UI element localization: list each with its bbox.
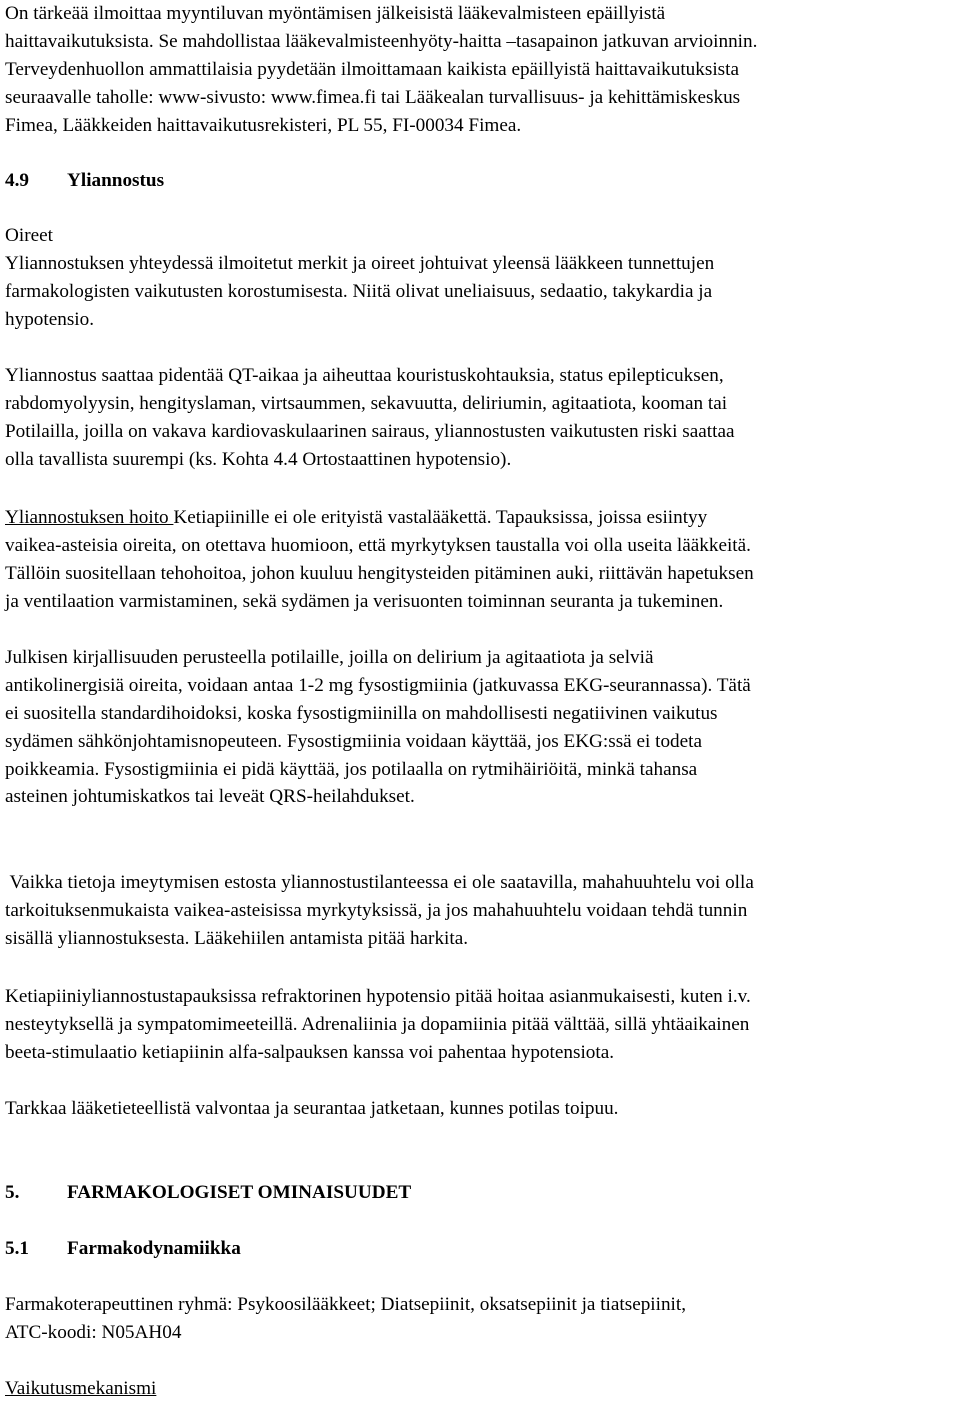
- text-line: ja ventilaation varmistaminen, sekä sydämen ja verisuonten toiminnan seuranta ja tukeminen.: [5, 590, 724, 612]
- subheading-yliannostuksen-hoito: Yliannostuksen hoito: [5, 507, 174, 528]
- text-line: Fimea, Lääkkeiden haittavaikutusrekisteri, PL 55, FI-00034 Fimea.: [5, 114, 522, 136]
- section-number: 5.1: [5, 1238, 29, 1259]
- text-line: ei suositella standardihoidoksi, koska fysostigmiinilla on mahdollisesti negatiivinen vaikutus: [5, 702, 718, 724]
- text-line: Yliannostus saattaa pidentää QT-aikaa ja aiheuttaa kouristuskohtauksia, status epilepticuksen,: [5, 365, 724, 386]
- text-line: olla tavallista suurempi (ks. Kohta 4.4 Ortostaattinen hypotensio).: [5, 448, 512, 470]
- text-line: Tällöin suositellaan tehohoitoa, johon kuuluu hengitysteiden pitäminen auki, riittävän hapetuksen: [5, 562, 754, 584]
- subheading-vaikutusmekanismi-block: [5, 1375, 957, 1403]
- text-line: Terveydenhuollon ammattilaisia pyydetään ilmoittamaan kaikista epäillyistä haittavaikutuksista: [5, 58, 739, 80]
- section-title: Yliannostus: [67, 170, 165, 191]
- text-line: Farmakoterapeuttinen ryhmä: Psykoosilääkkeet; Diatsepiinit, oksatsepiinit ja tiatsepiinit,: [5, 1294, 687, 1315]
- paragraph-gastric-lavage: [5, 869, 957, 953]
- text-line: nesteytyksellä ja sympatomimeeteillä. Adrenaliinia ja dopamiinia pitää välttää, sillä yhtäaikainen: [5, 1013, 750, 1035]
- paragraph-qt-prolongation: [5, 362, 957, 474]
- subheading-oireet: Oireet: [5, 225, 53, 246]
- section-number: 4.9: [5, 170, 29, 191]
- text-line: Julkisen kirjallisuuden perusteella potilaille, joilla on delirium ja agitaatiota ja selviä: [5, 647, 654, 668]
- paragraph-overdose-treatment: [5, 504, 957, 616]
- text-run: Ketiapiinille ei ole erityistä vastalääkettä. Tapauksissa, joissa esiintyy: [173, 507, 708, 528]
- text-line: vaikea-asteisia oireita, on otettava huomioon, että myrkytyksen taustalla voi olla useita lääkkeitä.: [5, 534, 751, 556]
- text-line: Tarkkaa lääketieteellistä valvontaa ja seurantaa jatketaan, kunnes potilas toipuu.: [5, 1098, 619, 1119]
- text-line: Yliannostuksen yhteydessä ilmoitetut merkit ja oireet johtuivat yleensä lääkkeen tunnettujen: [5, 252, 715, 274]
- text-line: antikolinergisiä oireita, voidaan antaa 1-2 mg fysostigmiinia (jatkuvassa EKG-seurannassa). Tätä: [5, 674, 751, 696]
- text-line: rabdomyolyysin, hengityslaman, virtsaummen, sekavuutta, deliriumin, agitaatiota, kooman tai: [5, 392, 728, 414]
- text-line: farmakologisten vaikutusten korostumisesta. Niitä olivat uneliaisuus, sedaatio, takykardia ja: [5, 280, 713, 302]
- paragraph-reporting: [5, 0, 957, 139]
- section-title: FARMAKOLOGISET OMINAISUUDET: [67, 1182, 412, 1203]
- section-title: Farmakodynamiikka: [67, 1238, 241, 1259]
- section-heading-4-9: [5, 167, 957, 195]
- section-number: 5.: [5, 1182, 20, 1203]
- paragraph-atc: [5, 1291, 957, 1347]
- text-line: ATC-koodi: N05AH04: [5, 1321, 182, 1343]
- paragraph-monitoring: [5, 1095, 957, 1123]
- text-line: Vaikka tietoja imeytymisen estosta yliannostustilanteessa ei ole saatavilla, mahahuuhtelu voi olla: [5, 872, 754, 893]
- text-line: tarkoituksenmukaista vaikea-asteisissa myrkytyksissä, ja jos mahahuuhtelu voidaan tehdä tunnin: [5, 899, 748, 921]
- text-line: sydämen sähkönjohtamisnopeuteen. Fysostigmiinia voidaan käyttää, jos EKG:ssä ei todeta: [5, 730, 703, 752]
- text-line: asteinen johtumiskatkos tai leveät QRS-heilahdukset.: [5, 786, 415, 808]
- subheading-vaikutusmekanismi: Vaikutusmekanismi: [5, 1378, 157, 1399]
- paragraph-physostigmine: [5, 644, 957, 811]
- text-line: sisällä yliannostuksesta. Lääkehiilen antamista pitää harkita.: [5, 927, 469, 949]
- text-line: poikkeamia. Fysostigmiinia ei pidä käyttää, jos potilaalla on rytmihäiriöitä, minkä tahansa: [5, 758, 698, 780]
- text-line: haittavaikutuksista. Se mahdollistaa lääkevalmisteenhyöty-haitta –tasapainon jatkuvan arvioinnin.: [5, 30, 758, 52]
- text-line: beeta-stimulaatio ketiapiinin alfa-salpauksen kanssa voi pahentaa hypotensiota.: [5, 1041, 615, 1063]
- text-line: Potilailla, joilla on vakava kardiovaskulaarinen sairaus, yliannostusten vaikutusten riski saattaa: [5, 420, 735, 442]
- paragraph-symptoms: [5, 222, 957, 334]
- text-line: On tärkeää ilmoittaa myyntiluvan myöntämisen jälkeisistä lääkevalmisteen epäillyistä: [5, 3, 666, 24]
- text-line: seuraavalle taholle: www-sivusto: www.fimea.fi tai Lääkealan turvallisuus- ja kehittämiskeskus: [5, 86, 741, 108]
- paragraph-hypotension: [5, 983, 957, 1067]
- section-heading-5: [5, 1179, 957, 1207]
- section-heading-5-1: [5, 1235, 957, 1263]
- text-line: Ketiapiiniyliannostustapauksissa refraktorinen hypotensio pitää hoitaa asianmukaisesti, kuten i.v.: [5, 986, 751, 1007]
- text-line: hypotensio.: [5, 308, 95, 330]
- text-line: [5, 504, 957, 532]
